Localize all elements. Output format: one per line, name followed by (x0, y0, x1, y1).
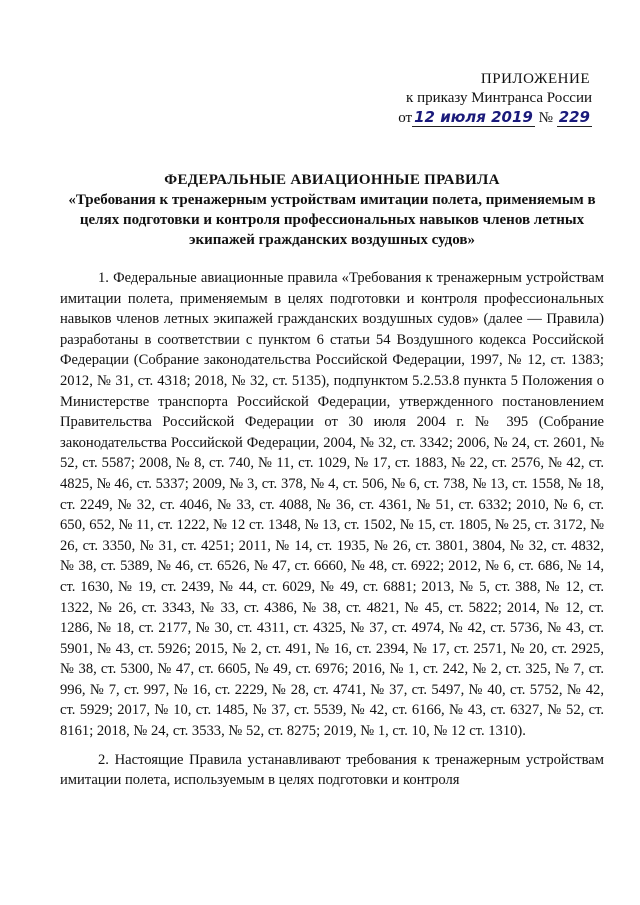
order-reference: к приказу Минтранса России (406, 90, 592, 106)
handwritten-date: 12 июля 2019 (414, 108, 533, 126)
heading-title: ФЕДЕРАЛЬНЫЕ АВИАЦИОННЫЕ ПРАВИЛА (164, 172, 500, 188)
order-date-line (398, 108, 592, 128)
handwritten-number: 229 (558, 108, 590, 126)
document-body (60, 268, 604, 791)
number-sign: № (538, 110, 553, 126)
appendix-title: ПРИЛОЖЕНИЕ (480, 71, 590, 87)
heading-subtitle: «Требования к тренажерным устройствам имитации полета, применяемым в целях подготовки и контроля профессиональных навыков членов летных экипажей гражданских воздушных судов» (68, 192, 596, 248)
date-prefix: от (398, 110, 413, 126)
document-heading (62, 170, 602, 250)
paragraph-1: 1. Федеральные авиационные правила «Требования к тренажерным устройствам имитации полета, применяемым в целях подготовки и контроля профессиональных навыков членов летных экипажей гражданских воздушных судов» (далее — Правила) разработаны в соответствии с пунктом 6 статьи 54 Воздушного кодекса Российской Федерации (Собрание законодательства Российской Федерации, 1997, № 12, ст. 1383; 2012, № 31, ст. 4318; 2018, № 32, ст. 5135), подпунктом 5.2.53.8 пункта 5 Положения о Министерстве транспорта Российской Федерации, утвержденного постановлением Правительства Российской Федерации от 30 июля 2004 г. № 395 (Собрание законодательства Российской Федерации, 2004, № 32, ст. 3342; 2006, № 24, ст. 2601, № 52, ст. 5587; 2008, № 8, ст. 740, № 11, ст. 1029, № 17, ст. 1883, № 22, ст. 2576, № 42, ст. 4825, № 46, ст. 5337; 2009, № 3, ст. 378, № 4, ст. 506, № 6, ст. 738, № 13, ст. 1558, № 18, ст. 2249, № 32, ст. 4046, № 33, ст. 4088, № 36, ст. 4361, № 51, ст. 6332; 2010, № 6, ст. 650, 652, № 11, ст. 1222, № 12 ст. 1348, № 13, ст. 1502, № 15, ст. 1805, № 25, ст. 3172, № 26, ст. 3350, № 31, ст. 4251; 2011, № 14, ст. 1935, № 26, ст. 3801, 3804, № 32, ст. 4832, № 38, ст. 5389, № 46, ст. 6526, № 47, ст. 6660, № 48, ст. 6922; 2012, № 6, ст. 686, № 14, ст. 1630, № 19, ст. 2439, № 44, ст. 6029, № 49, ст. 6881; 2013, № 5, ст. 388, № 12, ст. 1322, № 26, ст. 3343, № 33, ст. 4386, № 38, ст. 4821, № 45, ст. 5822; 2014, № 12, ст. 1286, № 18, ст. 2177, № 30, ст. 4311, ст. 4325, № 37, ст. 4974, № 42, ст. 5736, № 43, ст. 5901, № 43, ст. 5926; 2015, № 2, ст. 491, № 16, ст. 2394, № 17, ст. 2571, № 20, ст. 2925, № 38, ст. 5300, № 47, ст. 6605, № 49, ст. 6976; 2016, № 1, ст. 242, № 2, ст. 325, № 7, ст. 996, № 7, ст. 997, № 16, ст. 2229, № 28, ст. 4741, № 37, ст. 5497, № 40, ст. 5752, № 42, ст. 5929; 2017, № 10, ст. 1485, № 37, ст. 5539, № 42, ст. 6166, № 43, ст. 6327, № 52, ст. 8161; 2018, № 24, ст. 3533, № 52, ст. 8275; 2019, № 1, ст. 10, № 12 ст. 1310). (60, 270, 604, 740)
paragraph-2: 2. Настоящие Правила устанавливают требования к тренажерным устройствам имитации полета, используемым в целях подготовки и контроля (60, 751, 604, 789)
appendix-block (398, 70, 592, 128)
